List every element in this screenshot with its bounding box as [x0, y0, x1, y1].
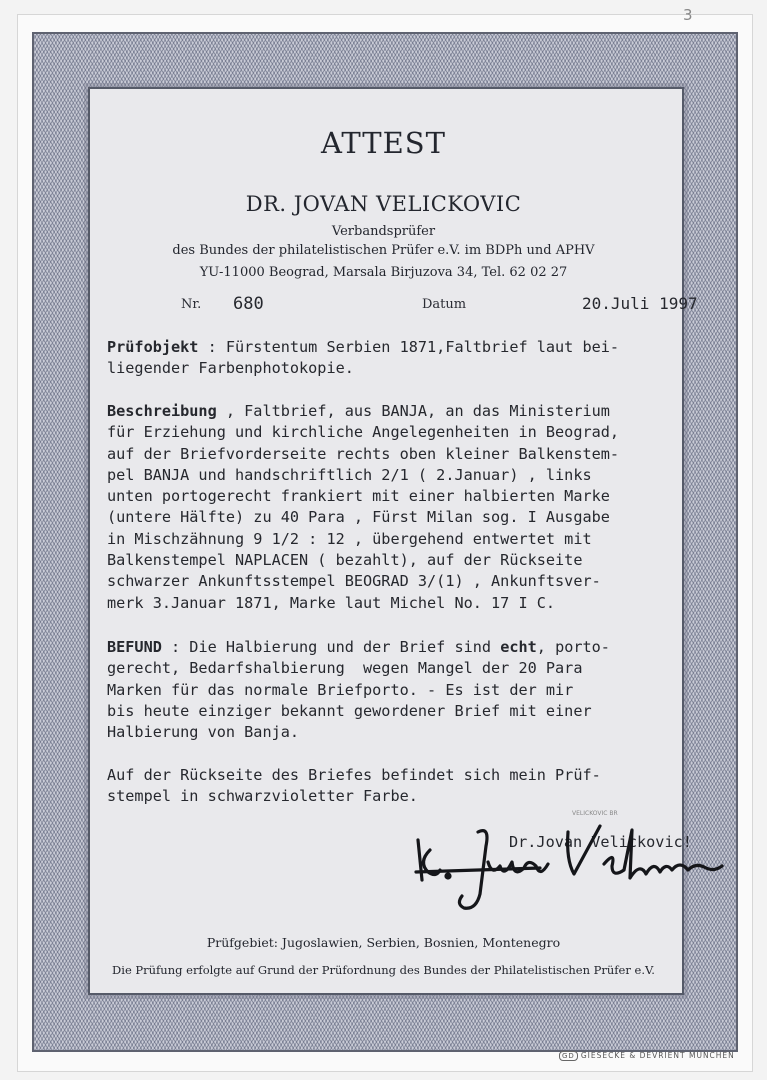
beschreibung-text: schwarzer Ankunftsstempel BEOGRAD 3/(1) , Ankunftsver-	[107, 572, 601, 591]
pruefobjekt-text: liegender Farbenphotokopie.	[107, 359, 354, 378]
befund-text: Halbierung von Banja.	[107, 723, 300, 742]
nr-label: Nr.	[181, 297, 202, 312]
beschreibung-text: , Faltbrief, aus BANJA, an das Ministerium	[216, 402, 610, 420]
certificate-title: ATTEST	[321, 126, 446, 160]
pruefgebiet: Prüfgebiet: Jugoslawien, Serbien, Bosnien, Montenegro	[206, 935, 561, 950]
beschreibung-text: unten portogerecht frankiert mit einer halbierten Marke	[107, 487, 610, 506]
beschreibung-text: in Mischzähnung 9 1/2 : 12 , übergehend entwertet mit	[107, 529, 592, 548]
beschreibung-text: auf der Briefvorderseite rechts oben kleiner Balkenstem-	[107, 444, 620, 463]
beschreibung-text: Balkenstempel NAPLACEN ( bezahlt), auf der Rückseite	[107, 551, 583, 570]
beschreibung-text: (untere Hälfte) zu 40 Para , Fürst Milan sog. I Ausgabe	[107, 508, 610, 527]
printer-name: GIESECKE & DEVRIENT MÜNCHEN	[580, 1051, 735, 1060]
expert-name: DR. JOVAN VELICKOVIC	[245, 192, 522, 216]
printer-logo-icon: GD	[559, 1051, 578, 1061]
befund-text: , porto-	[536, 638, 610, 656]
beschreibung-label: Beschreibung	[107, 402, 217, 420]
printer-imprint	[559, 1051, 735, 1061]
befund-echt: echt	[500, 638, 537, 656]
certificate-number: 680	[233, 294, 264, 314]
pruefordnung-note: Die Prüfung erfolgte auf Grund der Prüfordnung des Bundes der Philatelistischen Prüfer e.V.	[112, 963, 655, 977]
befund-label: BEFUND	[107, 638, 162, 656]
pruefobjekt-label: Prüfobjekt	[107, 338, 199, 356]
expert-role: Verbandsprüfer	[331, 224, 436, 239]
corner-pencil-mark: 3	[683, 6, 693, 24]
beschreibung-text: pel BANJA und handschriftlich 2/1 ( 2.Januar) , links	[107, 465, 592, 484]
datum-label: Datum	[422, 297, 467, 312]
befund-text: bis heute einziger bekannt gewordener Brief mit einer	[107, 701, 592, 720]
beschreibung-text: merk 3.Januar 1871, Marke laut Michel No. 17 I C.	[107, 593, 556, 612]
closing-text: Auf der Rückseite des Briefes befindet sich mein Prüf-	[107, 766, 601, 784]
expert-association: des Bundes der philatelistischen Prüfer e.V. im BDPh und APHV	[172, 243, 595, 258]
certificate-date: 20.Juli 1997	[582, 294, 698, 313]
beschreibung-text: für Erziehung und kirchliche Angelegenheiten in Beograd,	[107, 423, 620, 442]
expert-address: YU-11000 Beograd, Marsala Birjuzova 34, Tel. 62 02 27	[199, 265, 568, 280]
small-handstamp: VELICKOVIC BR	[572, 810, 618, 817]
befund-text: Marken für das normale Briefporto. - Es ist der mir	[107, 680, 574, 699]
befund-text: : Die Halbierung und der Brief sind	[161, 638, 501, 656]
closing-text: stempel in schwarzvioletter Farbe.	[107, 787, 418, 806]
befund-text: gerecht, Bedarfshalbierung wegen Mangel der 20 Para	[107, 659, 583, 678]
signer-typed-name: Dr.Jovan Velickovic!	[509, 833, 692, 851]
pruefobjekt-text: : Fürstentum Serbien 1871,Faltbrief laut bei-	[198, 338, 620, 356]
